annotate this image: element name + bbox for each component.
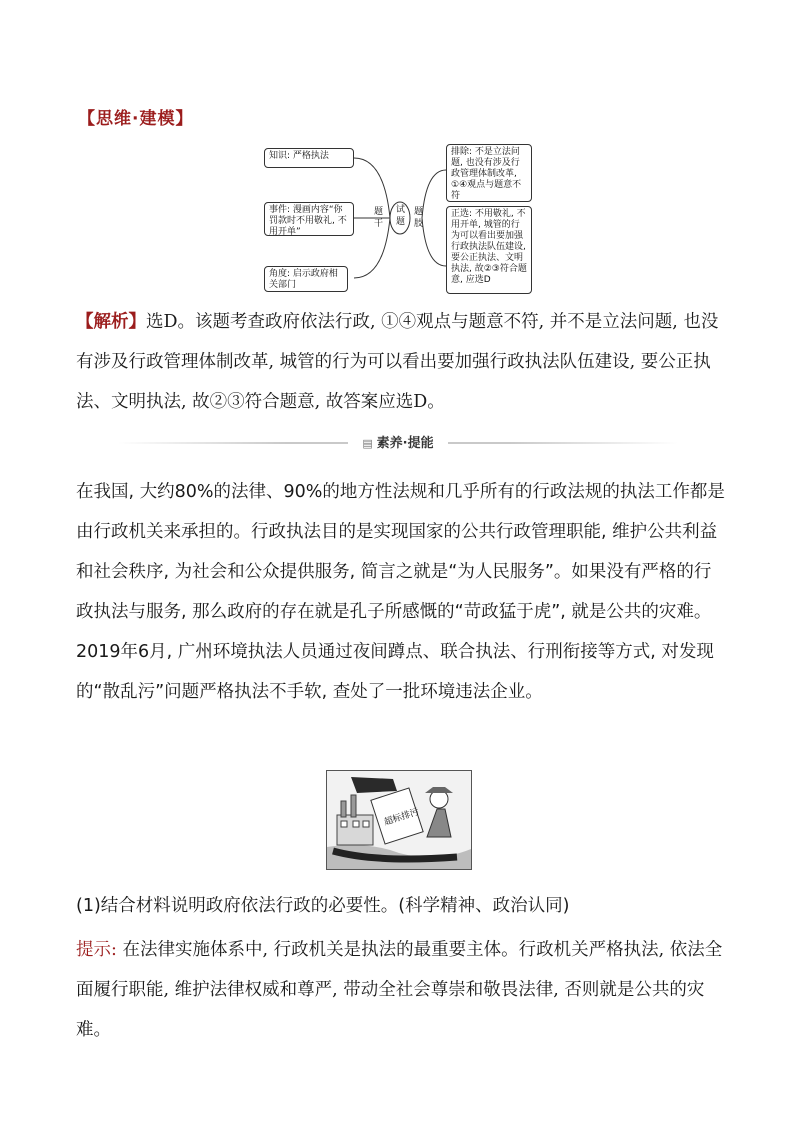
section-heading: 【思维·建模】 [78,109,194,129]
angle-box: 角度: 启示政府相关部门 [264,266,348,292]
center-label: 试题 [396,205,406,227]
section-divider [0,432,794,452]
material-paragraph: 在我国, 大约80%的法律、90%的地方性法规和几乎所有的行政法规的执法工作都是由行政机关来承担的。行政执法目的是实现国家的公共行政管理职能, 维护公共利益和社会秩序, 为社会和公众提供服务, 简言之就是“为人民服务”。如果没有严格的行政执法与服务, 那么政府的存在就是孔子所感慨的“苛政猛于虎”, 就是公共的灾难。2019年6月, 广州环境执法人员通过夜间蹲点、联合执法、行刑衔接等方式, 对发现的“散乱污”问题严格执法不手软, 查处了一批环境违法企业。 [76,482,725,702]
question-text: (1)结合材料说明政府依法行政的必要性。(科学精神、政治认同) [76,896,570,916]
analysis-tag: 【解析】 [76,312,146,332]
cartoon-label: 超标排污 [383,807,421,828]
thinking-model-diagram [258,140,536,298]
hint-text: 在法律实施体系中, 行政机关是执法的最重要主体。行政机关严格执法, 依法全面履行职能, 维护法律权威和尊严, 带动全社会尊崇和敬畏法律, 否则就是公共的灾难。 [76,940,723,1040]
knowledge-box: 知识: 严格执法 [264,148,354,168]
exclude-box: 排除: 不是立法问题, 也没有涉及行政管理体制改革, ①④观点与题意不符 [446,144,532,202]
analysis-text: 选D。该题考查政府依法行政, ①④观点与题意不符, 并不是立法问题, 也没有涉及行政管理体制改革, 城管的行为可以看出要加强行政执法队伍建设, 要公正执法、文明执法, 故②③符合题意, 故答案应选D。 [76,312,719,412]
event-box: 事件: 漫画内容“你罚款时不用敬礼, 不用开单” [264,202,354,236]
hint-paragraph [76,930,726,1050]
hint-tag: 提示: [76,940,117,960]
branch-label: 题肢 [414,207,424,229]
correct-box: 正选: 不用敬礼, 不用开单, 城管的行为可以看出要加强行政执法队伍建设, 要公正执法、文明执法, 故②③符合题意, 应选D [446,206,532,294]
cartoon-image [326,770,472,870]
book-icon: ▤ [362,437,377,450]
analysis-paragraph [76,302,726,422]
section-title: ▤ 素养·提能 [348,432,448,452]
stem-label: 题干 [374,207,384,229]
